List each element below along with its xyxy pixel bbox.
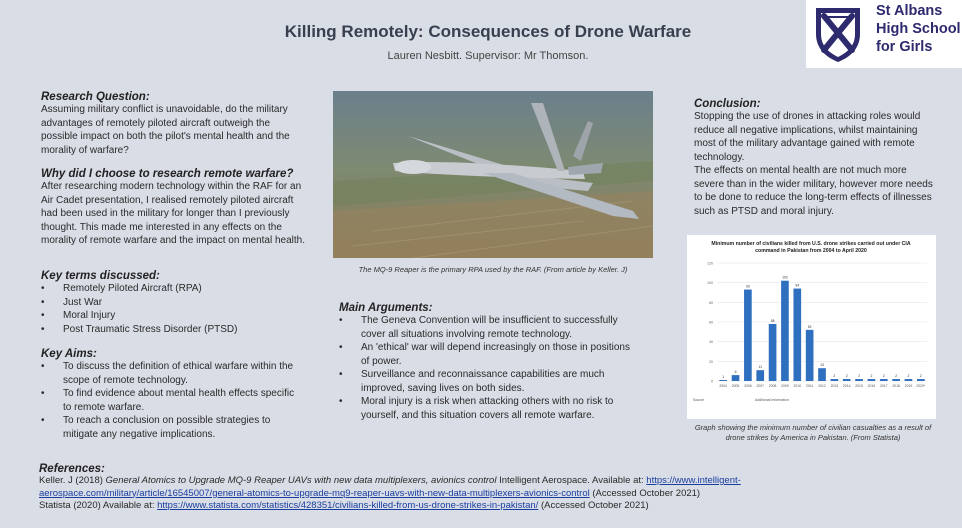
- reference-1: [39, 475, 939, 488]
- references-section: [39, 463, 939, 513]
- bar-value-label: 52: [807, 324, 812, 329]
- bar-value-label: 2: [870, 374, 873, 379]
- list-item: • Remotely Piloted Aircraft (RPA): [41, 282, 306, 296]
- y-tick-label: 60: [709, 320, 713, 325]
- list-item: • To discuss the definition of ethical warfare within the scope of remote technology.: [41, 360, 296, 387]
- y-tick-label: 40: [709, 340, 713, 345]
- x-tick-label: 2016: [867, 384, 876, 388]
- main-arguments-section: [339, 302, 639, 422]
- y-tick-label: 120: [707, 261, 713, 266]
- why-section: [41, 168, 309, 248]
- chart-bar: [843, 379, 851, 381]
- chart-bars: [719, 276, 924, 381]
- bar-value-label: 94: [795, 283, 800, 288]
- reference-1-cont: [39, 488, 939, 501]
- shield-icon: [812, 4, 864, 64]
- key-aims-list: [41, 360, 296, 441]
- bar-value-label: 2: [858, 374, 861, 379]
- y-tick-label: 80: [709, 300, 713, 305]
- x-tick-label: 2010: [793, 384, 802, 388]
- chart-footer-source: Source: [693, 398, 705, 402]
- logo-line: for Girls: [876, 39, 933, 55]
- key-terms-heading: Key terms discussed:: [41, 270, 160, 282]
- research-question-text: Assuming military conflict is unavoidable, do the military advantages of remotely piloted aircraft outweigh the possible impact on both the pilot's mental health and the morality of warfare?: [41, 104, 290, 156]
- list-item: • The Geneva Convention will be insufficient to successfully cover all situations involving remote technology.: [339, 314, 639, 341]
- chart-title: Minimum number of civilians killed from U.S. drone strikes carried out under CIA: [711, 241, 911, 247]
- reference-link[interactable]: https://www.statista.com/statistics/428351/civilians-killed-from-us-drone-strikes-in-pakistan/: [157, 500, 539, 511]
- reference-title: General Atomics to Upgrade MQ-9 Reaper UAVs with new data multiplexers, avionics control: [105, 475, 497, 486]
- chart-bar: [880, 379, 888, 381]
- key-aims-heading: Key Aims:: [41, 348, 97, 360]
- x-tick-label: 2015: [855, 384, 863, 388]
- chart-bar: [905, 379, 913, 381]
- list-item: • Just War: [41, 296, 306, 310]
- chart-bar: [732, 375, 740, 381]
- poster-authors: Lauren Nesbitt. Supervisor: Mr Thomson.: [387, 50, 589, 62]
- bar-value-label: 2: [895, 374, 898, 379]
- x-tick-label: 2008: [768, 384, 777, 388]
- bar-value-label: 1: [722, 375, 725, 380]
- x-tick-label: 2006: [744, 384, 752, 388]
- chart-bar: [719, 380, 727, 381]
- y-tick-label: 100: [707, 281, 713, 286]
- bar-value-label: 11: [758, 365, 763, 370]
- list-item: • To find evidence about mental health effects specific to remote warfare.: [41, 387, 296, 414]
- chart-x-ticks: [719, 384, 926, 388]
- list-item: • An 'ethical' war will depend increasingly on those in positions of power.: [339, 341, 639, 368]
- reference-author: Statista (2020) Available at:: [39, 500, 158, 511]
- key-aims-section: [41, 348, 296, 441]
- x-tick-label: 2014: [842, 384, 851, 388]
- x-tick-label: 2013: [830, 384, 839, 388]
- reference-2: [39, 500, 939, 513]
- x-tick-label: 2017: [879, 384, 888, 388]
- why-heading: Why did I choose to research remote warfare?: [41, 168, 294, 180]
- school-logo: [806, 0, 962, 68]
- bar-value-label: 93: [745, 284, 750, 289]
- reference-link[interactable]: aerospace.com/military/article/16545007/general-atomics-to-upgrade-mq9-reaper-uavs-with-new-data-multiplexers-avionics-control: [39, 487, 590, 499]
- why-text: After researching modern technology within the RAF for an Air Cadet presentation, I realised remotely piloted aircraft had been used in the military for longer than I previously thought. This made me interested in any effects on the morality of remote warfare and the impact on mental health.: [41, 181, 306, 246]
- chart-bar: [756, 370, 764, 381]
- research-question-section: [41, 91, 306, 157]
- chart-svg: [687, 235, 936, 419]
- chart-y-ticks: [707, 262, 713, 384]
- casualties-chart: [687, 235, 936, 419]
- x-tick-label: 2007: [756, 384, 765, 388]
- conclusion-para: The effects on mental health are not much more severe than in the wider military, however more needs to be done to reduce the long-term effects of illnesses such as PTSD and moral injury.: [694, 165, 933, 217]
- x-tick-label: 2011: [805, 384, 814, 388]
- key-terms-list: [41, 282, 306, 336]
- mq9-reaper-image: [333, 91, 653, 258]
- logo-line: St Albans: [876, 3, 943, 19]
- chart-bar: [892, 379, 900, 381]
- bar-value-label: 2: [882, 374, 885, 379]
- bar-value-label: 102: [782, 275, 788, 280]
- research-question-heading: Research Question:: [41, 91, 150, 103]
- bar-value-label: 2: [833, 374, 836, 379]
- chart-bar: [917, 379, 925, 381]
- references-heading: References:: [39, 463, 105, 475]
- main-arguments-heading: Main Arguments:: [339, 302, 433, 314]
- reference-publisher: Intelligent Aerospace. Available at:: [496, 475, 647, 486]
- poster-title: Killing Remotely: Consequences of Drone Warfare: [284, 22, 692, 41]
- bar-value-label: 2: [907, 374, 910, 379]
- y-tick-label: 20: [709, 359, 713, 364]
- chart-title: command in Pakistan from 2004 to April 2020: [755, 248, 867, 254]
- x-tick-label: 2018: [892, 384, 900, 388]
- logo-text: [876, 2, 961, 56]
- chart-bar: [769, 324, 777, 381]
- x-tick-label: 2009: [781, 384, 789, 388]
- chart-bar: [793, 289, 801, 381]
- chart-bar: [781, 281, 789, 381]
- main-arguments-list: [339, 314, 639, 422]
- key-terms-section: [41, 270, 306, 336]
- list-item: • To reach a conclusion on possible strategies to mitigate any negative implications.: [41, 414, 296, 441]
- x-tick-label: 2019: [904, 384, 913, 388]
- reference-accessed: (Accessed October 2021): [538, 500, 649, 511]
- list-item: • Moral Injury: [41, 309, 306, 323]
- chart-bar: [806, 330, 814, 381]
- conclusion-section: [694, 98, 934, 218]
- bar-value-label: 13: [820, 363, 824, 368]
- y-tick-label: 0: [711, 379, 713, 384]
- chart-bar: [818, 368, 826, 381]
- list-item: • Post Traumatic Stress Disorder (PTSD): [41, 323, 306, 337]
- chart-bar: [831, 379, 839, 381]
- conclusion-para: Stopping the use of drones in attacking roles would reduce all negative implications, whilst maintaining most of the military advantage gained with remote technology.: [694, 111, 921, 163]
- chart-bar: [855, 379, 863, 381]
- chart-footer-info: Additional Information: [755, 398, 789, 402]
- x-tick-label: 2012: [818, 384, 826, 388]
- chart-bar: [868, 379, 876, 381]
- bar-value-label: 2: [919, 374, 922, 379]
- list-item: • Surveillance and reconnaissance capabilities are much improved, saving lives on both sides.: [339, 368, 639, 395]
- bar-value-label: 2: [845, 374, 848, 379]
- bar-value-label: 6: [734, 370, 737, 375]
- photo-caption: The MQ-9 Reaper is the primary RPA used by the RAF. (From article by Keller. J): [358, 265, 628, 274]
- list-item: • Moral injury is a risk when attacking others with no risk to yourself, and this situation covers all remote warfare.: [339, 395, 639, 422]
- drone-photo: [333, 91, 653, 258]
- x-tick-label: 2005: [731, 384, 740, 388]
- logo-line: High School: [876, 21, 961, 37]
- bar-value-label: 58: [770, 318, 775, 323]
- x-tick-label: 2020*: [916, 384, 926, 388]
- chart-bar: [744, 290, 752, 381]
- reference-accessed: (Accessed October 2021): [589, 487, 701, 499]
- reference-author: Keller. J (2018): [39, 475, 106, 486]
- x-tick-label: 2004: [719, 384, 727, 388]
- conclusion-heading: Conclusion:: [694, 98, 761, 110]
- chart-caption: Graph showing the minimum number of civilian casualties as a result of drone strikes by America in Pakistan. (From Statista): [694, 423, 932, 442]
- reference-link[interactable]: https://www.intelligent-: [646, 475, 741, 486]
